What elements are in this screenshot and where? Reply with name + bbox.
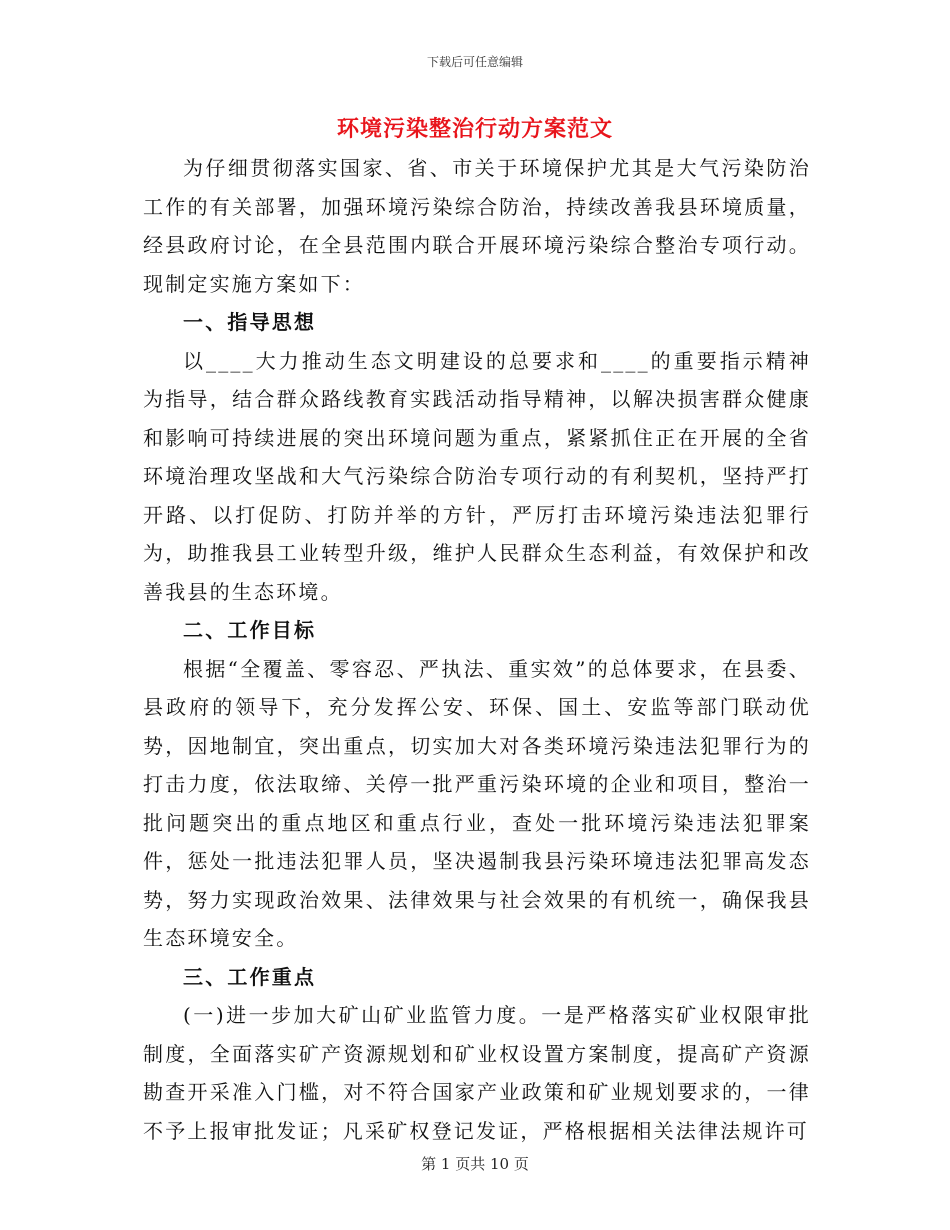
page-number-footer: 第 1 页共 10 页 [421, 1155, 529, 1173]
document-title: 环境污染整治行动方案范文 [336, 116, 613, 142]
header-note: 下载后可任意编辑 [426, 55, 523, 69]
intro-paragraph: 为仔细贯彻落实国家、省、市关于环境保护尤其是大气污染防治工作的有关部署，加强环境污染综合防治，持续改善我县环境质量，经县政府讨论，在全县范围内联合开展环境污染综合整治专项行动。现制定实施方案如下： [143, 156, 811, 296]
section-heading-work-focus: 三、工作重点 [183, 964, 317, 989]
section-heading-guiding-ideology: 一、指导思想 [183, 310, 317, 334]
document-body [143, 149, 811, 1150]
section-paragraph-guiding-ideology: 以____大力推动生态文明建设的总要求和____的重要指示精神为指导，结合群众路线教育实践活动指导精神，以解决损害群众健康和影响可持续进展的突出环境问题为重点，紧紧抓住正在开展的全省环境治理攻坚战和大气污染综合防治专项行动的有利契机，坚持严打开路、以打促防、打防并举的方针，严厉打击环境污染违法犯罪行为，助推我县工业转型升级，维护人民群众生态利益，有效保护和改善我县的生态环境。 [143, 348, 811, 604]
section-heading-work-goals: 二、工作目标 [183, 618, 317, 642]
section-paragraph-work-goals: 根据“全覆盖、零容忍、严执法、重实效”的总体要求，在县委、县政府的领导下，充分发挥公安、环保、国土、安监等部门联动优势，因地制宜，突出重点，切实加大对各类环境污染违法犯罪行为的打击力度，依法取缔、关停一批严重污染环境的企业和项目，整治一批问题突出的重点地区和重点行业，查处一批环境污染违法犯罪案件，惩处一批违法犯罪人员，坚决遏制我县污染环境违法犯罪高发态势，努力实现政治效果、法律效果与社会效果的有机统一，确保我县生态环境安全。 [143, 656, 811, 950]
section-paragraph-work-focus: (一)进一步加大矿山矿业监管力度。一是严格落实矿业权限审批制度，全面落实矿产资源规划和矿业权设置方案制度，提高矿产资源勘查开采准入门槛，对不符合国家产业政策和矿业规划要求的，一律不予上报审批发证；凡采矿权登记发证，严格根据相关法律法规许可 [143, 1003, 811, 1143]
